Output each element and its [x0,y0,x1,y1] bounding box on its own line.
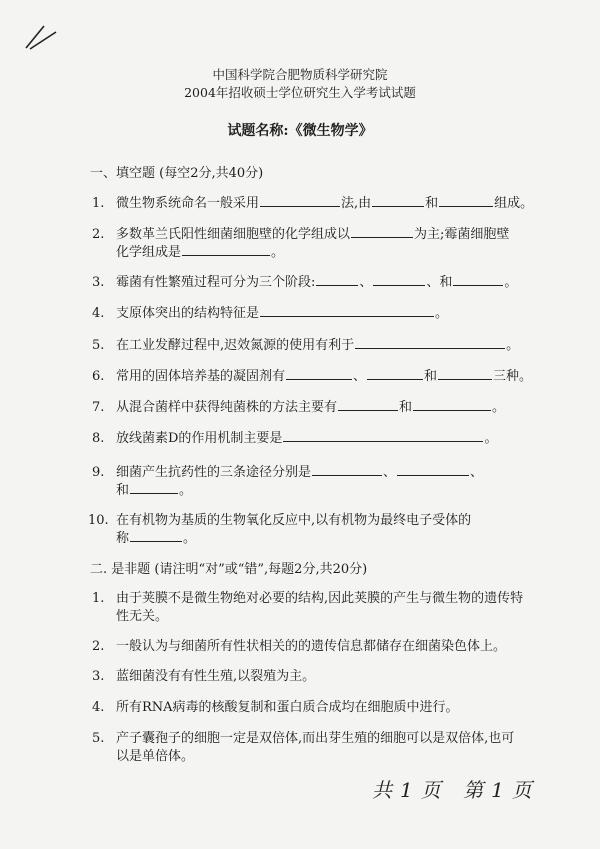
institution-name: 中国科学院合肥物质科学研究院 [212,67,388,82]
question-text: 。 [492,400,506,415]
answer-blank[interactable] [453,273,503,286]
question-text: 在工业发酵过程中,迟效氮源的使用有利于 [116,338,355,353]
answer-blank[interactable] [260,194,340,207]
question-text: 一般认为与细菌所有性状相关的的遗传信息都储存在细菌染色体上。 [116,639,507,654]
answer-blank[interactable] [130,529,182,542]
question-text: 法,由 [341,196,372,211]
question-text: 霉菌有性繁殖过程可分为三个阶段: [116,275,316,290]
question-number: 1. [92,591,105,606]
question-text: 、 [353,369,367,384]
question-text: 、和 [426,275,453,290]
question-text: 组成。 [494,196,534,211]
question-text: 称 [116,531,130,546]
answer-blank[interactable] [372,194,424,207]
question-text: 、 [383,465,397,480]
question-number: 7. [92,400,105,415]
question-text: 和 [399,400,413,415]
question-text: 化学组成是 [116,245,182,260]
question-number: 2. [92,639,105,654]
question-number: 9. [92,465,105,480]
answer-blank[interactable] [130,481,178,494]
answer-blank[interactable] [355,336,505,349]
question-text: 。 [435,306,449,321]
question-text: 和 [425,196,439,211]
question-text: 支原体突出的结构特征是 [116,306,260,321]
answer-blank[interactable] [338,398,398,411]
answer-blank[interactable] [367,367,423,380]
question-number: 4. [92,700,105,715]
question-text: 和 [116,483,130,498]
answer-blank[interactable] [438,367,492,380]
answer-blank[interactable] [283,429,483,442]
question-text: 细菌产生抗药性的三条途径分别是 [116,465,312,480]
question-text: 。 [506,338,520,353]
question-number: 6. [92,369,105,384]
answer-blank[interactable] [182,243,270,256]
question-text: 放线菌素D的作用机制主要是 [116,431,283,446]
question-number: 2. [92,227,105,242]
question-number: 10. [88,513,109,528]
answer-blank[interactable] [316,273,358,286]
question-text: 。 [484,431,498,446]
question-text: 和 [424,369,438,384]
exam-header [0,66,600,102]
answer-blank[interactable] [373,273,425,286]
question-text: 。 [271,245,285,260]
question-text: 。 [179,483,193,498]
answer-blank[interactable] [439,194,493,207]
question-number: 4. [92,306,105,321]
question-text: 从混合菌样中获得纯菌株的方法主要有 [116,400,338,415]
answer-blank[interactable] [351,225,413,238]
question-text: 多数革兰氏阳性细菌细胞壁的化学组成以 [116,227,351,242]
answer-blank[interactable] [286,367,352,380]
answer-blank[interactable] [397,463,469,476]
question-text: 三种。 [493,369,533,384]
section-2-heading: 二. 是非题 (请注明“对”或“错”,每题2分,共20分) [90,562,368,577]
question-text: 为主;霉菌细胞壁 [414,227,510,242]
question-number: 3. [92,275,105,290]
section-1-heading: 一、填空题 (每空2分,共40分) [90,166,264,181]
question-number: 3. [92,669,105,684]
question-text: 。 [504,275,518,290]
question-text: 微生物系统命名一般采用 [116,196,260,211]
question-text: 在有机物为基质的生物氧化反应中,以有机物为最终电子受体的 [116,513,472,528]
question-text: 常用的固体培养基的凝固剂有 [116,369,286,384]
page-footer-handwritten: 共1页 第1页 [372,778,540,802]
question-text: 、 [470,465,484,480]
answer-blank[interactable] [413,398,491,411]
question-text: 由于荚膜不是微生物绝对必要的结构,因此荚膜的产生与微生物的遗传特 [116,591,524,606]
question-number: 5. [92,731,105,746]
question-text: 以是单倍体。 [116,749,195,764]
question-number: 1. [92,196,105,211]
pen-stroke-mark [22,22,62,52]
question-text: 所有RNA病毒的核酸复制和蛋白质合成均在细胞质中进行。 [116,700,459,715]
exam-title: 试题名称:《微生物学》 [227,123,373,139]
question-text: 性无关。 [116,609,169,624]
exam-name: 2004年招收硕士学位研究生入学考试试题 [184,85,416,100]
answer-blank[interactable] [312,463,382,476]
question-text: 产子囊孢子的细胞一定是双倍体,而出芽生殖的细胞可以是双倍体,也可 [116,731,515,746]
question-text: 蓝细菌没有有性生殖,以裂殖为主。 [116,669,316,684]
question-text: 、 [359,275,373,290]
question-number: 8. [92,431,105,446]
question-number: 5. [92,338,105,353]
question-text: 。 [183,531,197,546]
answer-blank[interactable] [260,304,434,317]
